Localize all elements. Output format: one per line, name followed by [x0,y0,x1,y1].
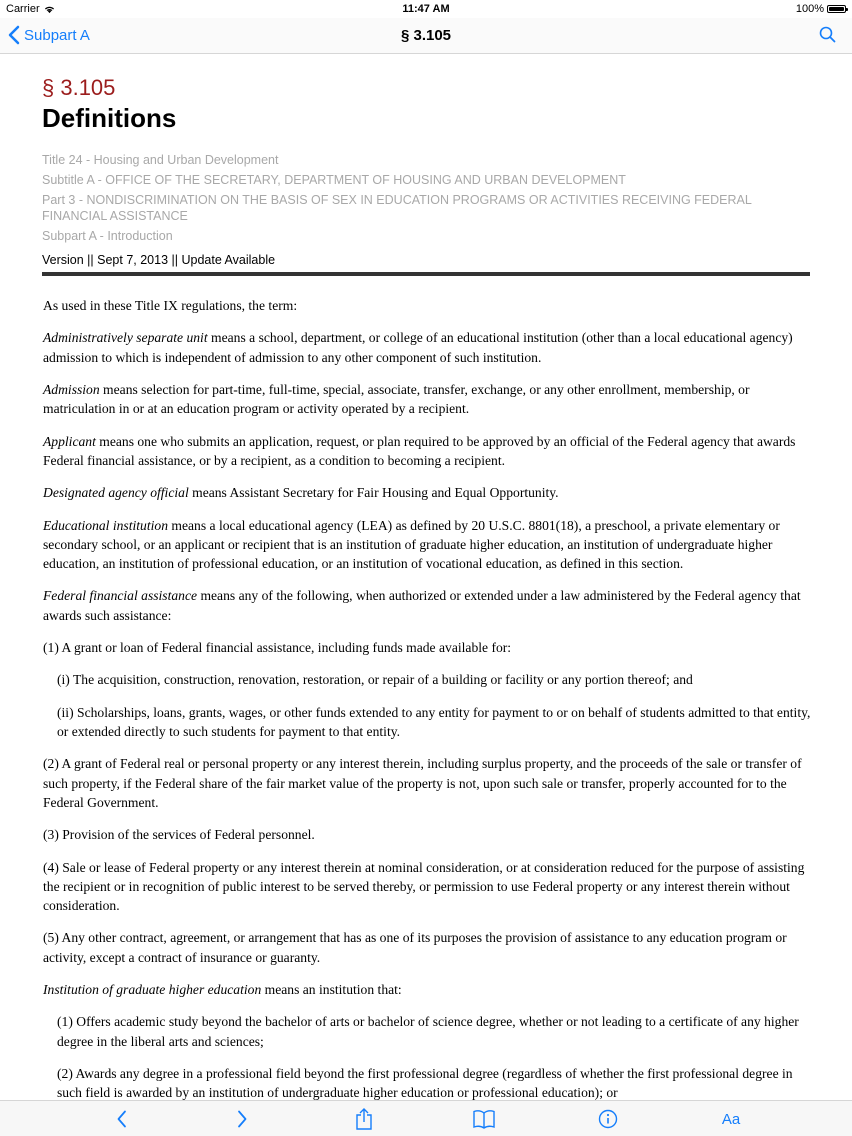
nav-title: § 3.105 [400,27,452,44]
breadcrumb-subtitle[interactable]: Subtitle A - OFFICE OF THE SECRETARY, DEPARTMENT OF HOUSING AND URBAN DEVELOPMENT [42,173,626,187]
paragraph [43,1012,813,1050]
defined-term: Designated agency official [43,485,189,501]
version-status: Version || Sept 7, 2013 || Update Available [42,253,276,267]
paragraph [43,638,813,657]
info-icon [598,1109,618,1129]
paragraph-text: (2) Awards any degree in a professional field beyond the first professional degree (regardless of whether the first professional degree in such field is awarded by an institution of undergraduate higher education or professional education); or [57,1065,793,1101]
paragraph-text: means an institution that: [261,981,402,997]
chevron-left-icon [8,25,20,45]
page-title: Definitions [42,103,177,133]
paragraph-text: means any of the following, when authorized or extended under a law administered by the Federal agency that awards such assistance: [43,588,801,623]
section-number: § 3.105 [42,75,116,100]
paragraph-text: means one who submits an application, request, or plan required to be approved by an official of the Federal agency that awards Federal financial assistance, or by a recipient, as a condition to becoming a recipient. [43,433,796,468]
share-icon [355,1108,373,1130]
paragraph [43,980,813,999]
status-bar [0,0,852,18]
navigation-bar [0,18,852,54]
paragraph [43,483,813,502]
defined-term: Educational institution [43,517,168,533]
paragraph [43,670,813,689]
paragraph [43,858,813,916]
defined-term: Administratively separate unit [43,330,208,346]
bookmarks-button[interactable] [472,1108,496,1130]
carrier-label: Carrier [6,3,40,15]
paragraph-text: (ii) Scholarships, loans, grants, wages, or other funds extended to any entity for payment to or on behalf of students admitted to that entity, or extended directly to such students for payment to that entity. [57,704,811,739]
paragraph-text: (1) Offers academic study beyond the bachelor of arts or bachelor of science degree, whether or not leading to a certificate of any higher degree in the liberal arts and sciences; [57,1014,799,1049]
back-button[interactable] [8,25,90,45]
paragraph-text: (3) Provision of the services of Federal personnel. [43,827,315,843]
chevron-left-icon [117,1110,127,1128]
paragraph-text: (1) A grant or loan of Federal financial assistance, including funds made available for: [43,639,512,655]
defined-term: Applicant [43,433,96,449]
paragraph [43,586,813,624]
defined-term: Institution of graduate higher education [43,981,262,997]
search-icon [819,26,836,43]
paragraph-text: (i) The acquisition, construction, renovation, restoration, or repair of a building or facility or any portion thereof; and [57,672,693,688]
paragraph [43,516,813,574]
info-button[interactable] [596,1108,620,1130]
paragraph [43,928,813,966]
document-header [42,74,810,268]
paragraph [43,825,813,844]
paragraph-text: (4) Sale or lease of Federal property or any interest therein at nominal consideration, or at consideration reduced for the purpose of assisting the recipient or in recognition of public interest to be served thereby, or permission to use Federal property or any interest therein without consideration. [43,859,805,913]
share-button[interactable] [352,1108,376,1130]
defined-term: Federal financial assistance [43,588,198,604]
book-icon [472,1109,496,1129]
paragraph-text: means selection for part-time, full-time, special, associate, transfer, exchange, or any other enrollment, membership, or matriculation in or at an education program or activity operated by a recipient. [43,381,750,417]
status-right [796,3,846,15]
paragraph-text: (5) Any other contract, agreement, or arrangement that has as one of its purposes the provision of assistance to any education program or activity, except a contract of insurance or guaranty. [43,930,787,965]
header-divider [42,272,810,276]
battery-icon [827,5,846,13]
paragraph-text: As used in these Title IX regulations, the term: [43,298,298,313]
breadcrumb-subpart[interactable]: Subpart A - Introduction [42,229,173,243]
paragraph [43,328,813,366]
bottom-toolbar [0,1100,852,1136]
breadcrumb-title[interactable]: Title 24 - Housing and Urban Development [42,153,279,167]
paragraph [43,296,813,315]
paragraph [43,703,813,741]
breadcrumb-part[interactable]: Part 3 - NONDISCRIMINATION ON THE BASIS OF SEX IN EDUCATION PROGRAMS OR ACTIVITIES RECEIVING FEDERAL FINANCIAL ASSISTANCE [42,193,752,223]
paragraph [43,1064,813,1102]
paragraph-text: (2) A grant of Federal real or personal property or any interest therein, including surplus property, and the proceeds of the sale or transfer of such property, if the Federal share of the fair market value of the property is not, upon such sale or transfer, properly accounted for to the Federal Government. [43,756,802,810]
previous-section-button[interactable] [110,1108,134,1130]
text-size-button[interactable]: Aa [721,1110,741,1128]
paragraph [43,754,813,812]
battery-percent: 100% [795,3,824,15]
paragraph [43,432,813,470]
paragraph [43,380,813,418]
paragraph-text: means a local educational agency (LEA) as defined by 20 U.S.C. 8801(18), a preschool, a private elementary or secondary school, or an applicant or recipient that is an institution of graduate higher education, an institution of undergraduate higher education, an institution of professional education, or an institution of vocational education, as defined in this section. [43,517,780,571]
breadcrumb [42,152,810,244]
search-button[interactable] [819,26,836,48]
paragraph-text: means a school, department, or college of an educational institution (other than a local educational agency) admission to which is independent of admission to any other component of such institution. [43,330,793,365]
defined-term: Admission [43,381,100,397]
chevron-right-icon [237,1110,247,1128]
status-time: 11:47 AM [402,3,450,15]
next-section-button[interactable] [230,1108,254,1130]
back-button-label: Subpart A [24,26,90,44]
paragraph-text: means Assistant Secretary for Fair Housing and Equal Opportunity. [188,485,559,501]
regulation-text [43,296,813,1115]
